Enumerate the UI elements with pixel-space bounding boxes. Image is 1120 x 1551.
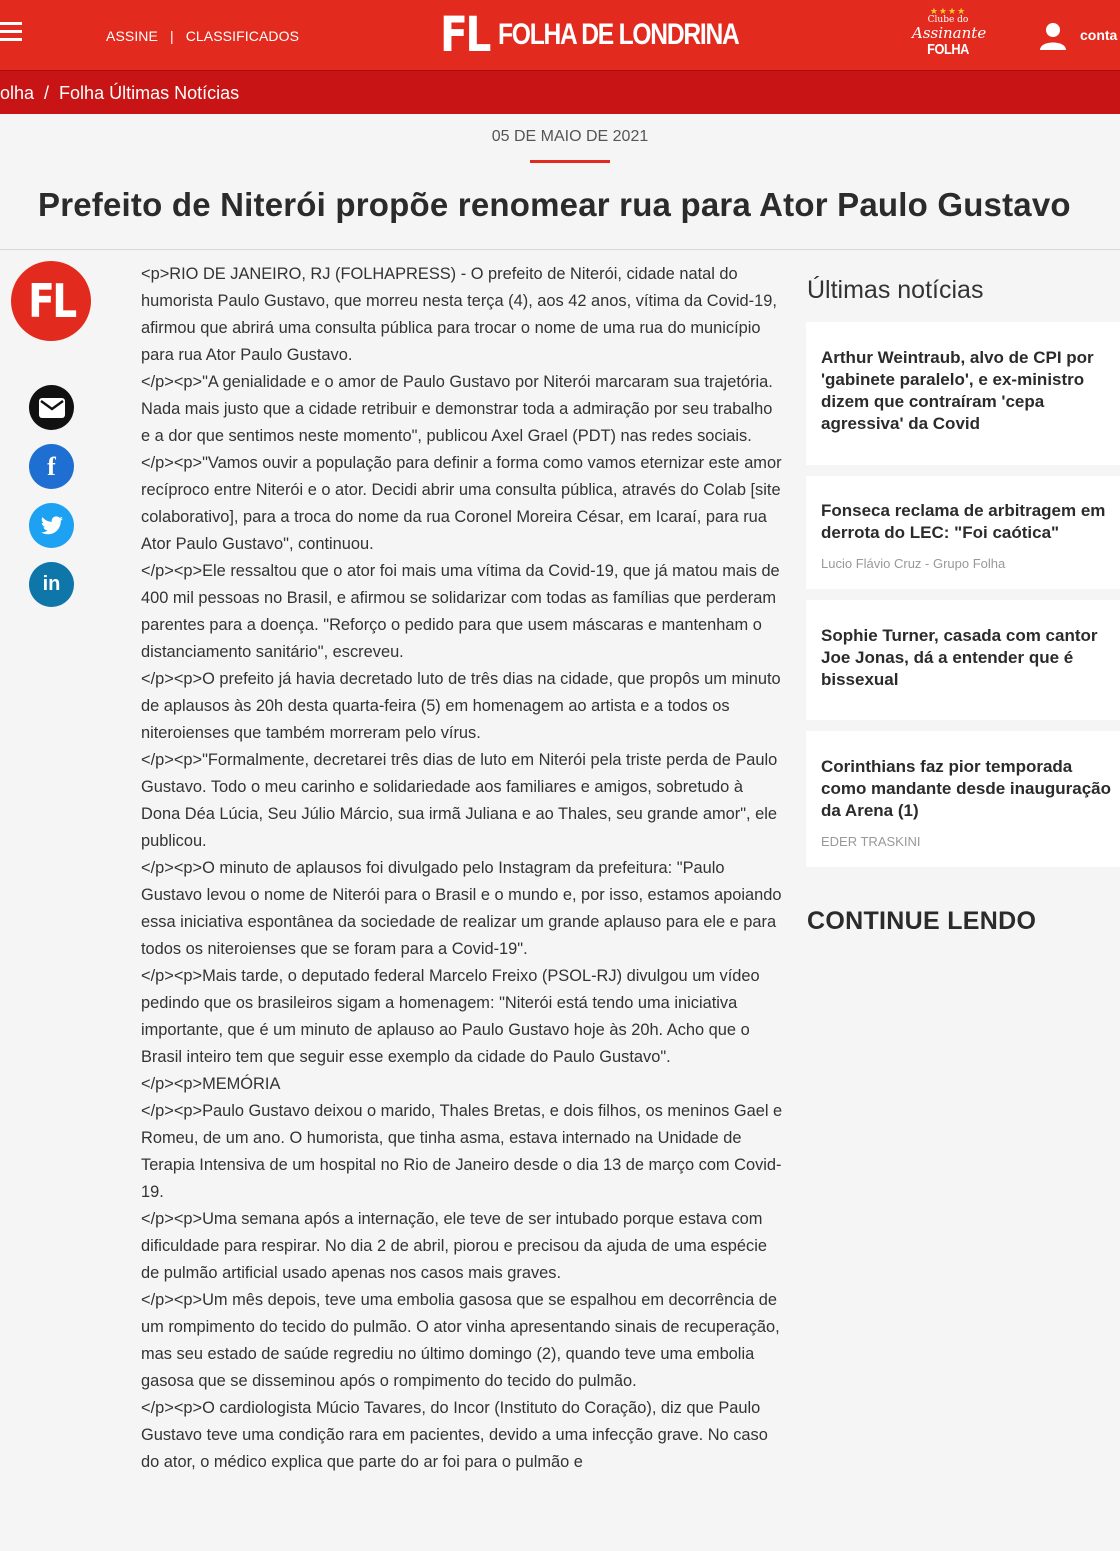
- twitter-icon[interactable]: [29, 503, 74, 548]
- news-card[interactable]: [806, 600, 1120, 720]
- news-card-title[interactable]: Corinthians faz pior temporada como mandante desde inauguração da Arena (1): [821, 757, 1112, 820]
- link-separator: |: [169, 28, 174, 44]
- header-links: [106, 28, 299, 44]
- user-icon[interactable]: [1040, 22, 1066, 50]
- breadcrumb: [0, 70, 1120, 114]
- article-body: [141, 261, 786, 1476]
- sidebar-title-text: Últimas notícias: [807, 276, 984, 304]
- account-link[interactable]: conta: [1080, 27, 1118, 43]
- continue-reading-title: CONTINUE LENDO: [807, 907, 1037, 935]
- article-date: 05 DE MAIO DE 2021: [491, 128, 649, 145]
- breadcrumb-item-folha[interactable]: olha: [0, 83, 35, 103]
- top-header: [0, 0, 1120, 70]
- hamburger-icon[interactable]: [0, 22, 22, 42]
- date-underline: [530, 160, 610, 163]
- avatar-mark: FL: [27, 274, 75, 328]
- mail-icon[interactable]: [29, 385, 74, 430]
- logo-name: FOLHA DE LONDRINA: [498, 18, 739, 51]
- stars-icon: ★★★★: [929, 6, 967, 16]
- site-logo[interactable]: [440, 7, 791, 63]
- assine-link[interactable]: ASSINE: [106, 28, 158, 44]
- header-divider: [0, 249, 1120, 250]
- facebook-icon[interactable]: f: [29, 444, 74, 489]
- news-card-author: Lucio Flávio Cruz - Grupo Folha: [821, 556, 1006, 571]
- clube-assinante-logo[interactable]: [912, 6, 987, 59]
- linkedin-icon[interactable]: in: [29, 562, 74, 607]
- classificados-link[interactable]: CLASSIFICADOS: [185, 28, 300, 44]
- breadcrumb-separator: /: [44, 83, 50, 103]
- news-card-title[interactable]: Fonseca reclama de arbitragem em derrota do LEC: "Foi caótica": [821, 501, 1106, 542]
- logo-mark: FL: [440, 7, 489, 63]
- news-card-title[interactable]: Sophie Turner, casada com cantor Joe Jonas, dá a entender que é bissexual: [821, 626, 1098, 689]
- author-avatar: [11, 261, 91, 341]
- news-card[interactable]: [806, 476, 1120, 589]
- clube-line2: Assinante: [912, 24, 987, 42]
- news-card[interactable]: [806, 322, 1120, 465]
- page-title: Prefeito de Niterói propõe renomear rua para Ator Paulo Gustavo: [38, 186, 1071, 223]
- news-card-title[interactable]: Arthur Weintraub, alvo de CPI por 'gabinete paralelo', e ex-ministro dizem que contraíram 'cepa agressiva' da Covid: [821, 348, 1094, 433]
- article-text: <p>RIO DE JANEIRO, RJ (FOLHAPRESS) - O prefeito de Niterói, cidade natal do humorista Paulo Gustavo, que morreu nesta terça (4), aos 42 anos, vítima da Covid-19, afirmou que abrirá uma consulta pública para trocar o nome de uma rua do município para rua Ator Paulo Gustavo. </p><p>"A genialidade e o amor de Paulo Gustavo por Niterói marcaram sua trajetória. Nada mais justo que a cidade retribuir e demonstrar toda a admiração por seu trabalho e a dor que sentimos neste momento", publicou Axel Grael (PDT) nas redes sociais. </p><p>"Vamos ouvir a população para definir a forma como vamos eternizar este amor recíproco entre Niterói e o ator. Decidi abrir uma consulta pública, através do Colab [site colaborativo], para a troca do nome da rua Coronel Moreira César, em Icaraí, para rua Ator Paulo Gustavo", continuou. </p><p>Ele ressaltou que o ator foi mais uma vítima da Covid-19, que já matou mais de 400 mil pessoas no Brasil, e afirmou se solidarizar com todas as famílias que perderam parentes para a doença. "Reforço o pedido para que usem máscaras e mantenham o distanciamento sanitário", escreveu. </p><p>O prefeito já havia decretado luto de três dias na cidade, que propôs um minuto de aplausos às 20h desta quarta-feira (5) em homenagem ao artista e a todos os niteroienses que também morreram pelo vírus. </p><p>"Formalmente, decretarei três dias de luto em Niterói pela triste perda de Paulo Gustavo. Todo o meu carinho e solidariedade aos familiares e amigos, sobretudo à Dona Déa Lúcia, Seu Júlio Márcio, sua irmã Juliana e ao Thales, seu grande amor", ele publicou. </p><p>O minuto de aplausos foi divulgado pelo Instagram da prefeitura: "Paulo Gustavo levou o nome de Niterói para o Brasil e o mundo e, por isso, estamos apoiando essa iniciativa espontânea da sociedade de realizar um grande aplauso para ele e para todos os niteroienses que se foram para a Covid-19". </p><p>Mais tarde, o deputado federal Marcelo Freixo (PSOL-RJ) divulgou um vídeo pedindo que os brasileiros sigam a homenagem: "Niterói está tendo uma iniciativa importante, que é um minuto de aplauso ao Paulo Gustavo hoje às 20h. Acho que o Brasil inteiro tem que seguir esse exemplo da cidade do Paulo Gustavo". </p><p>MEMÓRIA </p><p>Paulo Gustavo deixou o marido, Thales Bretas, e dois filhos, os meninos Gael e Romeu, de um ano. O humorista, que tinha asma, estava internado na Unidade de Terapia Intensiva de um hospital no Rio de Janeiro desde o dia 13 de março com Covid-19. </p><p>Uma semana após a internação, ele teve de ser intubado porque estava com dificuldade para respirar. No dia 2 de abril, piorou e precisou da ajuda de uma espécie de pulmão artificial usado apenas nos casos mais graves. </p><p>Um mês depois, teve uma embolia gasosa que se espalhou em decorrência de um rompimento do tecido do pulmão. O ator vinha apresentando sinais de recuperação, mas seu estado de saúde regrediu no último domingo (2), quando teve uma embolia gasosa que se disseminou após o rompimento do tecido do pulmão. </p><p>O cardiologista Múcio Tavares, do Incor (Instituto do Coração), diz que Paulo Gustavo teve uma condição rara em pacientes, devido a uma infecção grave. No caso do ator, o médico explica que parte do ar foi para o pulmão e: [141, 265, 783, 1471]
- clube-line3: FOLHA: [927, 41, 969, 58]
- news-card[interactable]: [806, 731, 1120, 867]
- clube-line1: Clube do: [927, 15, 969, 25]
- breadcrumb-item-ultimas[interactable]: Folha Últimas Notícias: [59, 83, 240, 103]
- news-card-author: EDER TRASKINI: [821, 834, 921, 849]
- sidebar-title: [807, 276, 983, 305]
